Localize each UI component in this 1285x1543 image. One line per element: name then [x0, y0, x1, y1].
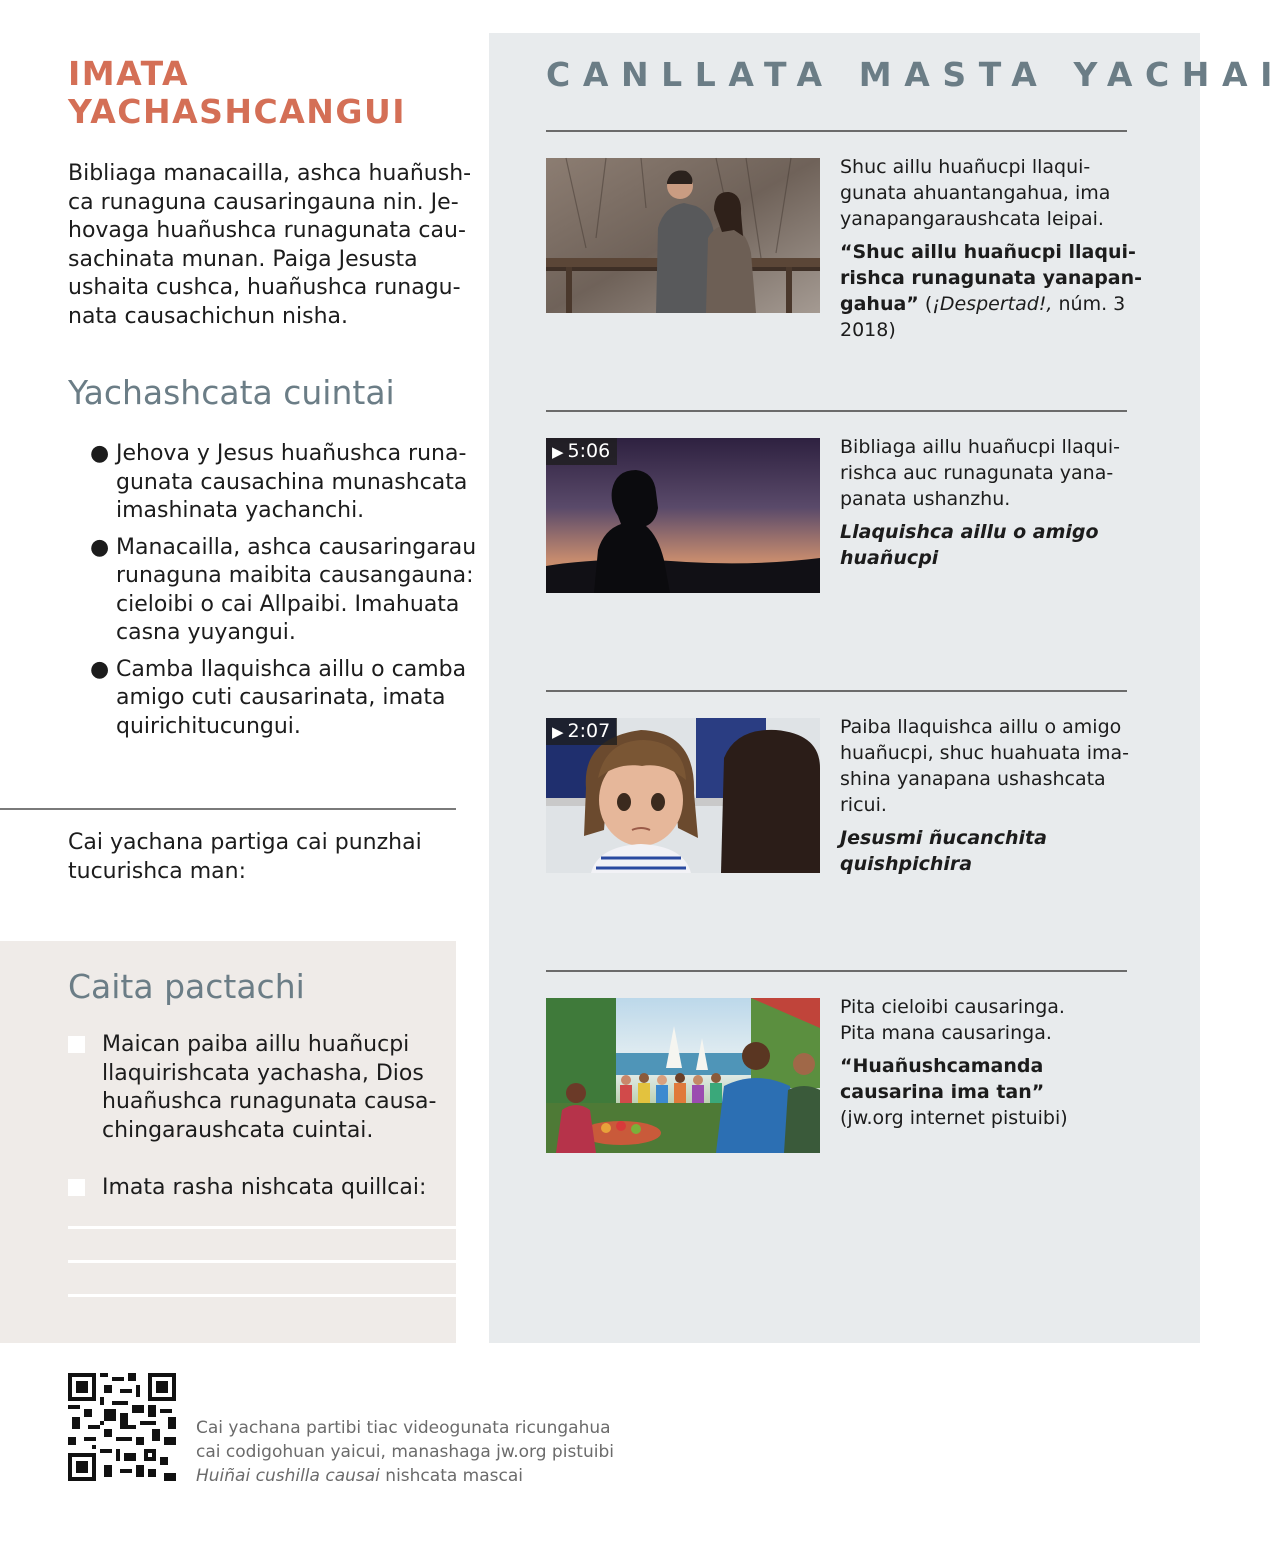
- item-description: [840, 714, 1130, 818]
- checklist-text: [102, 1031, 436, 1145]
- video-duration: [546, 718, 617, 745]
- item-description: [840, 994, 1130, 1046]
- bullet-icon: ●: [90, 441, 110, 466]
- description-line: rishca auc runagunata yana-: [840, 462, 1114, 484]
- point-line: runaguna maibita causangauna:: [116, 563, 474, 588]
- intro-line: sachinata munan. Paiga Jesusta: [68, 246, 418, 272]
- video-text: [840, 714, 1130, 877]
- video-title-link[interactable]: [840, 825, 1130, 877]
- article-thumbnail[interactable]: [546, 158, 820, 313]
- description-line: yanapangaraushcata leipai.: [840, 208, 1104, 230]
- checklist-line: llaquirishcata yachasha, Dios: [102, 1060, 424, 1086]
- item-divider: [546, 410, 1127, 412]
- reference-line: Llaquishca aillu o amigo: [840, 521, 1099, 543]
- more-title: CANLLATA MASTA YACHAI: [546, 55, 1285, 94]
- play-icon: ▶: [552, 443, 564, 461]
- checklist-line: huañushca runagunata causa-: [102, 1089, 437, 1114]
- footer-line: [196, 1464, 614, 1488]
- article-reference-link[interactable]: [840, 239, 1143, 343]
- point-line: cieloibi o cai Allpaibi. Imahuata: [116, 591, 460, 617]
- checklist-item: [68, 1031, 448, 1151]
- video-thumbnail[interactable]: [546, 718, 820, 873]
- reference-line: huañucpi: [840, 547, 939, 569]
- item-description: [840, 154, 1130, 232]
- intro-paragraph: [68, 160, 472, 331]
- book-title: Huiñai cushilla causai: [196, 1466, 380, 1486]
- writing-line[interactable]: [68, 1260, 456, 1263]
- completion-note: [68, 829, 422, 886]
- reference-line: [840, 291, 1130, 317]
- reference-line: Jesusmi ñucanchita: [840, 827, 1047, 849]
- reference-note: (jw.org internet pistuibi): [840, 1107, 1068, 1129]
- footer-line: Cai yachana partibi tiac videogunata ricungahua: [196, 1418, 611, 1438]
- description-line: Pita mana causaringa.: [840, 1022, 1052, 1044]
- article-text: [840, 994, 1130, 1131]
- writing-line[interactable]: [68, 1226, 456, 1229]
- video-thumbnail[interactable]: [546, 438, 820, 593]
- checklist-item: [68, 1174, 448, 1204]
- item-description: [840, 434, 1130, 512]
- checklist-text: [102, 1174, 426, 1203]
- issue-year: 2018): [840, 319, 896, 341]
- description-line: Bibliaga aillu huañucpi llaqui-: [840, 436, 1120, 458]
- reference-line: “Huañushcamanda: [840, 1055, 1044, 1077]
- section-title-line: IMATA: [68, 54, 190, 93]
- article-reference-link[interactable]: [840, 1053, 1130, 1131]
- activity-heading: Caita pactachi: [68, 967, 305, 1006]
- point-line: amigo cuti causarinata, imata: [116, 685, 446, 710]
- play-icon: ▶: [552, 723, 564, 741]
- intro-line: Bibliaga manacailla, ashca huañush-: [68, 161, 472, 186]
- description-line: gunata ahuantangahua, ima: [840, 182, 1111, 204]
- reference-line: quishpichira: [840, 853, 973, 875]
- note-line: Cai yachana partiga cai punzhai: [68, 830, 422, 855]
- reference-title-end: gahua”: [840, 293, 919, 315]
- article-text: [840, 154, 1143, 343]
- summary-point: [90, 656, 470, 742]
- point-line: Camba llaquishca aillu o camba: [116, 656, 467, 682]
- bullet-icon: ●: [90, 656, 110, 682]
- intro-line: nata causachichun nisha.: [68, 303, 348, 329]
- video-text: [840, 434, 1130, 571]
- section-title: [68, 55, 448, 131]
- summary-list: [90, 440, 477, 749]
- description-line: shina yanapana ushashcata: [840, 768, 1106, 790]
- intro-line: ushaita cushca, huañushca runagu-: [68, 275, 461, 300]
- item-divider: [546, 690, 1127, 692]
- reference-line: causarina ima tan”: [840, 1081, 1045, 1103]
- summary-point: [90, 440, 470, 526]
- video-duration: [546, 438, 617, 465]
- section-title-line: YACHASHCANGUI: [68, 92, 407, 131]
- footer-note: [196, 1416, 614, 1488]
- summary-point: [90, 534, 477, 648]
- summary-heading: Yachashcata cuintai: [68, 373, 395, 412]
- couple-on-bridge-image: [546, 158, 820, 313]
- duration-text: 5:06: [567, 440, 611, 462]
- reference-paren: (: [918, 293, 933, 315]
- point-line: Jehova y Jesus huañushca runa-: [116, 441, 467, 466]
- checklist-line: chingaraushcata cuintai.: [102, 1117, 374, 1143]
- point-line: casna yuyangui.: [116, 620, 296, 645]
- section-divider: [0, 808, 456, 810]
- description-line: panata ushanzhu.: [840, 488, 1011, 510]
- description-line: Pita cieloibi causaringa.: [840, 996, 1065, 1018]
- point-line: imashinata yachanchi.: [116, 498, 365, 523]
- writing-line[interactable]: [68, 1294, 456, 1297]
- description-line: Paiba llaquishca aillu o amigo: [840, 716, 1122, 738]
- point-line: Manacailla, ashca causaringarau: [116, 534, 477, 560]
- qr-code-icon[interactable]: [68, 1373, 176, 1481]
- description-line: ricui.: [840, 794, 887, 816]
- paradise-crowd-image: [546, 998, 820, 1153]
- duration-text: 2:07: [567, 720, 611, 742]
- intro-line: hovaga huañushca runagunata cau-: [68, 218, 466, 243]
- point-line: gunata causachina munashcata: [116, 469, 468, 495]
- magazine-name: ¡Despertad!,: [932, 293, 1053, 315]
- issue-number: núm. 3: [1052, 293, 1126, 315]
- video-title-link[interactable]: [840, 519, 1130, 571]
- checkbox[interactable]: [68, 1036, 85, 1053]
- note-line: tucurishca man:: [68, 858, 247, 884]
- checkbox[interactable]: [68, 1179, 85, 1196]
- point-line: quirichitucungui.: [116, 713, 301, 739]
- footer-suffix: nishcata mascai: [379, 1466, 523, 1486]
- article-thumbnail[interactable]: [546, 998, 820, 1153]
- item-divider: [546, 970, 1127, 972]
- bullet-icon: ●: [90, 534, 110, 560]
- reference-line: rishca runagunata yanapan-: [840, 267, 1143, 289]
- intro-line: ca runaguna causaringauna nin. Je-: [68, 189, 459, 215]
- description-line: Shuc aillu huañucpi llaqui-: [840, 156, 1091, 178]
- checklist-line: Imata rasha nishcata quillcai:: [102, 1175, 427, 1200]
- footer-line: cai codigohuan yaicui, manashaga jw.org pistuibi: [196, 1442, 614, 1462]
- description-line: huañucpi, shuc huahuata ima-: [840, 742, 1130, 764]
- reference-line: “Shuc aillu huañucpi llaqui-: [840, 241, 1136, 263]
- checklist-line: Maican paiba aillu huañucpi: [102, 1032, 410, 1057]
- item-divider: [546, 130, 1127, 132]
